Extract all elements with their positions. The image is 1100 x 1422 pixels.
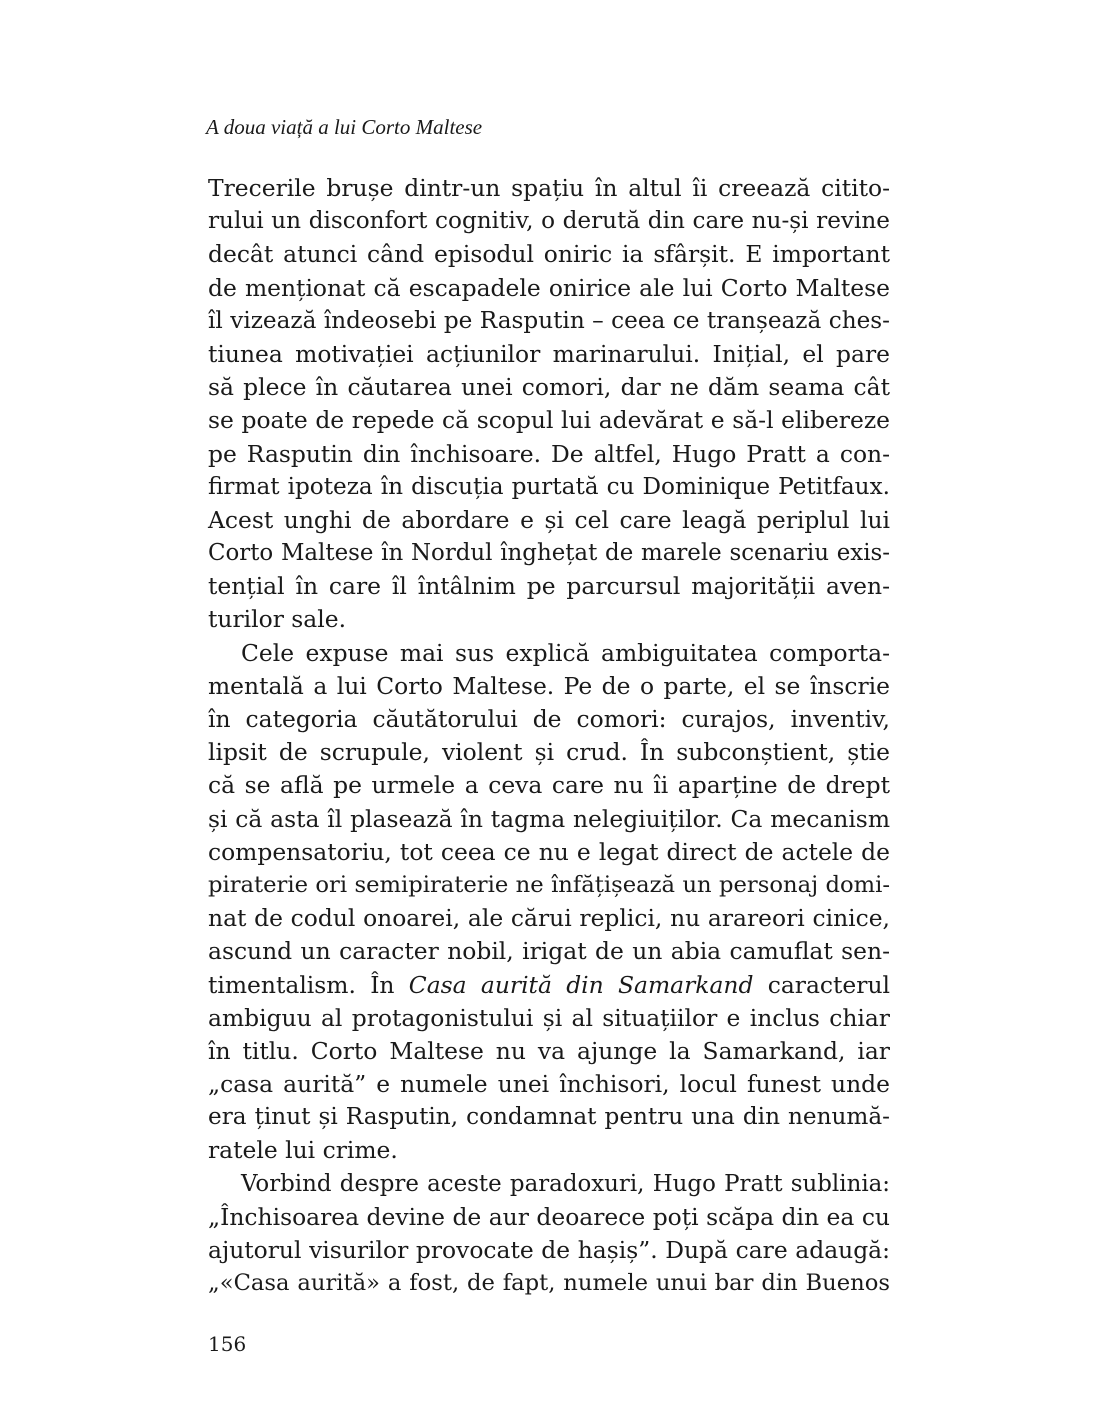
text-line: „Închisoarea devine de aur deoarece poți scăpa din ea cu xyxy=(208,1202,890,1231)
text-line: în titlu. Corto Maltese nu va ajunge la Samarkand, iar xyxy=(208,1036,890,1065)
running-head: A doua viață a lui Corto Maltese xyxy=(206,115,483,139)
text-line: piraterie ori semipiraterie ne înfățișează un personaj domi- xyxy=(208,871,890,898)
text-line: și că asta îl plasează în tagma nelegiuiților. Ca mecanism xyxy=(208,804,890,833)
text-line: nat de codul onoarei, ale cărui replici, nu arareori cinice, xyxy=(208,904,890,933)
text-line: „«Casa aurită» a fost, de fapt, numele unui bar din Buenos xyxy=(208,1270,890,1297)
text-line: Corto Maltese în Nordul înghețat de marele scenariu exis- xyxy=(208,540,890,567)
text-line: pe Rasputin din închisoare. De altfel, Hugo Pratt a con- xyxy=(208,439,890,468)
book-title: Casa aurită din Samarkand xyxy=(408,970,754,999)
text-line: ambiguu al protagonistului și al situațiilor e inclus chiar xyxy=(208,1003,890,1032)
text-line: ratele lui crime. xyxy=(208,1136,398,1165)
text-line: mentală a lui Corto Maltese. Pe de o parte, el se înscrie xyxy=(208,671,890,700)
text-line: să plece în căutarea unei comori, dar ne dăm seama cât xyxy=(208,373,890,402)
text-line: de menționat că escapadele onirice ale lui Corto Maltese xyxy=(208,273,890,302)
text-line: turilor sale. xyxy=(208,605,347,634)
text-line: Vorbind despre aceste paradoxuri, Hugo Pratt sublinia: xyxy=(241,1170,890,1197)
text-line: ascund un caracter nobil, irigat de un abia camuflat sen- xyxy=(208,937,890,966)
text-line: ajutorul visurilor provocate de hașiș”. După care adaugă: xyxy=(208,1236,890,1264)
page-number: 156 xyxy=(208,1332,247,1356)
text-line: în categoria căutătorului de comori: curajos, inventiv, xyxy=(208,705,890,733)
text-line: compensatoriu, tot ceea ce nu e legat direct de actele de xyxy=(208,837,890,866)
text-line: îl vizează îndeosebi pe Rasputin – ceea ce tranșează ches- xyxy=(208,307,890,334)
text-line: se poate de repede că scopul lui adevărat e să-l elibereze xyxy=(208,406,890,435)
body-text xyxy=(208,172,890,1300)
text-line: decât atunci când episodul oniric ia sfârșit. E important xyxy=(208,240,890,269)
text-line: că se află pe urmele a ceva care nu îi aparține de drept xyxy=(208,771,890,800)
text-line: era ținut și Rasputin, condamnat pentru una din nenumă- xyxy=(208,1104,890,1131)
text-line: Trecerile brușe dintr-un spațiu în altul îi creează citito- xyxy=(208,174,890,202)
text-line: Acest unghi de abordare e și cel care leagă periplul lui xyxy=(208,505,890,534)
text-line: tențial în care îl întâlnim pe parcursul majorității aven- xyxy=(208,572,890,601)
text-fragment: timentalism. În xyxy=(208,970,395,999)
text-line-with-title xyxy=(208,969,890,1002)
text-line: tiunea motivației acțiunilor marinarului. Inițial, el pare xyxy=(208,339,890,368)
text-line: „casa aurită” e numele unei închisori, locul funest unde xyxy=(208,1070,890,1099)
text-line: lipsit de scrupule, violent și crud. În subconștient, știe xyxy=(208,738,890,767)
text-line: Cele expuse mai sus explică ambiguitatea comporta- xyxy=(241,638,890,667)
text-line: firmat ipoteza în discuția purtată cu Dominique Petitfaux. xyxy=(208,473,890,500)
text-fragment: caracterul xyxy=(767,970,890,999)
text-line: rului un disconfort cognitiv, o derută din care nu-și revine xyxy=(208,208,890,235)
